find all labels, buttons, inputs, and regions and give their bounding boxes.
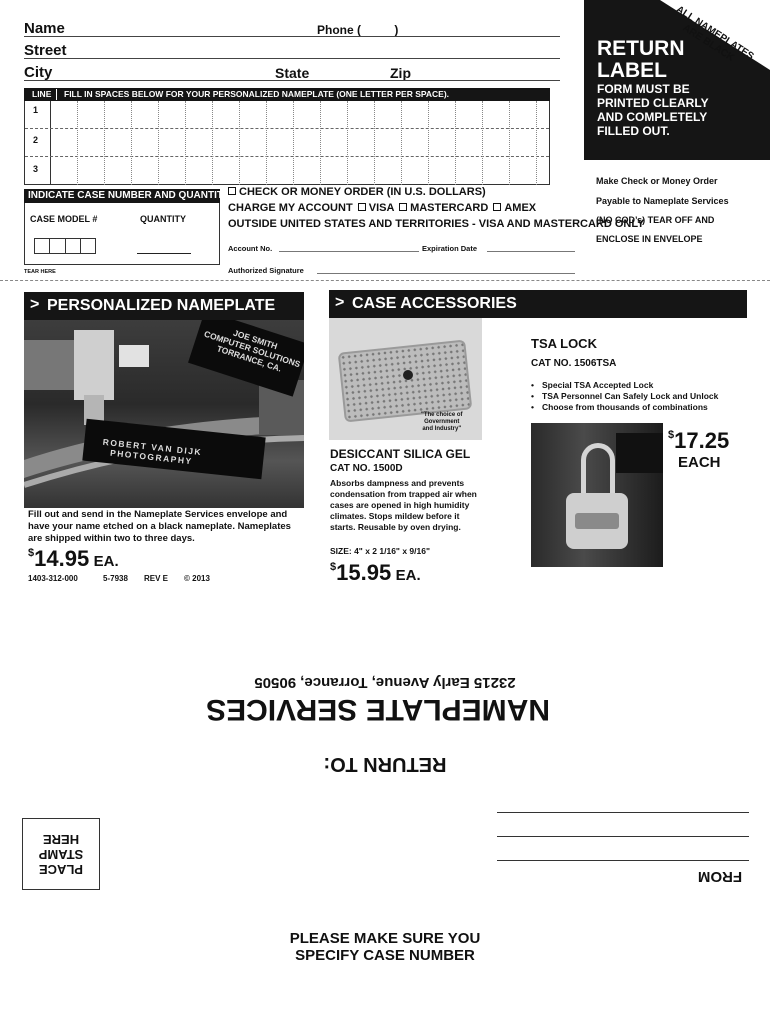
- envelope-from: FROM: [697, 868, 743, 885]
- check-option[interactable]: [226, 186, 486, 198]
- desiccant-title: DESICCANT SILICA GEL: [330, 447, 471, 461]
- desiccant-size: SIZE: 4" x 2 1/16" x 9/16": [330, 546, 430, 556]
- envelope-return-to: RETURN TO:: [323, 753, 447, 775]
- list-item: • TSA Personnel Can Safely Lock and Unlock: [531, 391, 718, 402]
- city-state-zip-field[interactable]: [24, 80, 560, 81]
- personalized-description: Fill out and send in the Nameplate Services envelope and have your name etched on a black nameplate. Nameplates are shipped within two to three days.: [28, 509, 291, 544]
- engraving-photo: [24, 320, 304, 508]
- outside-note: OUTSIDE UNITED STATES AND TERRITORIES - VISA AND MASTERCARD ONLY: [228, 218, 645, 230]
- mastercard-checkbox[interactable]: [399, 203, 407, 211]
- photo-plate-dijk: ROBERT VAN DIJK PHOTOGRAPHY: [102, 436, 203, 467]
- footer-num: 5-7938: [103, 574, 128, 583]
- street-field[interactable]: [24, 58, 560, 59]
- tsa-title: TSA LOCK: [531, 336, 597, 351]
- desiccant-price-value: 15.95: [336, 560, 392, 585]
- city-label: City: [24, 64, 53, 81]
- footer-rev: REV E: [144, 574, 169, 583]
- signature-label: Authorized Signature: [228, 266, 304, 275]
- account-label: Account No.: [228, 244, 273, 253]
- list-item: • Special TSA Accepted Lock: [531, 380, 718, 391]
- tear-here: TEAR HERE: [24, 269, 56, 275]
- line-number-2: 2: [33, 135, 39, 145]
- desiccant-price-unit: EA.: [395, 567, 421, 584]
- return-label-subtitle: FORM MUST BE PRINTED CLEARLY AND COMPLETELY FILLED OUT.: [597, 82, 709, 138]
- desiccant-quote: "The choice of Government and Industry": [421, 412, 463, 432]
- zip-label: Zip: [390, 65, 411, 81]
- name-field[interactable]: [24, 36, 560, 37]
- personalized-price-symbol: $: [28, 547, 35, 559]
- envelope-company: NAMEPLATE SERVICES: [206, 693, 550, 726]
- tsa-price-value: 17.25: [674, 428, 730, 453]
- tsa-bullets: [531, 380, 718, 413]
- desiccant-photo: [329, 318, 482, 440]
- line-number-1: 1: [33, 105, 39, 115]
- desiccant-description: Absorbs dampness and prevents condensation from trapped air when cases are opened in high humidity climates. Stops mildew before it starts. Reusable by oven drying.: [330, 478, 477, 532]
- from-line-3[interactable]: [497, 860, 749, 861]
- charge-row: [228, 202, 536, 214]
- mastercard-label: MASTERCARD: [410, 202, 489, 214]
- stamp-box: [22, 818, 100, 890]
- case-header: INDICATE CASE NUMBER AND QUANTITY: [24, 189, 220, 203]
- personalized-header: PERSONALIZED NAMEPLATE: [47, 297, 276, 314]
- return-label-title: RETURN LABEL: [597, 37, 685, 82]
- expiration-field[interactable]: [487, 251, 575, 252]
- personalized-price-unit: EA.: [93, 553, 119, 570]
- nameplate-lines-header: [24, 88, 550, 101]
- make-check-note: Make Check or Money Order: [596, 176, 718, 186]
- from-line-2[interactable]: [497, 836, 749, 837]
- signature-field[interactable]: [317, 273, 575, 274]
- personalized-price: [28, 546, 119, 572]
- footer-copyright: © 2013: [184, 574, 210, 583]
- corner-note: ALL NAMEPLATES ARE BLACK: [674, 4, 756, 64]
- photo-plate-smith: JOE SMITH COMPUTER SOLUTIONS TORRANCE, CA.: [202, 327, 302, 374]
- tear-line: [0, 280, 770, 281]
- personalized-price-value: 14.95: [34, 546, 90, 571]
- phone-label: Phone ( ): [317, 23, 399, 37]
- line-header: LINE: [32, 89, 52, 99]
- check-option-label: CHECK OR MONEY ORDER (IN U.S. DOLLARS): [239, 186, 486, 198]
- tsa-price-symbol: $: [668, 429, 675, 441]
- nameplate-grid[interactable]: [24, 101, 550, 185]
- from-line-1[interactable]: [497, 812, 749, 813]
- case-model-label: CASE MODEL #: [30, 214, 98, 224]
- enclose-note: ENCLOSE IN ENVELOPE: [596, 234, 703, 244]
- account-field[interactable]: [279, 251, 419, 252]
- expiration-label: Expiration Date: [422, 244, 478, 253]
- desiccant-cat: CAT NO. 1500D: [330, 463, 403, 474]
- stamp-text: PLACE STAMP HERE: [38, 832, 84, 877]
- desiccant-price-symbol: $: [330, 561, 337, 573]
- list-item: • Choose from thousands of combinations: [531, 402, 718, 413]
- state-label: State: [275, 65, 310, 81]
- street-label: Street: [24, 42, 67, 59]
- line-number-3: 3: [33, 164, 39, 174]
- tsa-cat: CAT NO. 1506TSA: [531, 358, 617, 369]
- personalized-header-bar: > PERSONALIZED NAMEPLATE: [24, 292, 304, 320]
- quantity-label: QUANTITY: [140, 214, 186, 224]
- no-cod-note: (NO COD’s) TEAR OFF AND: [596, 215, 715, 225]
- charge-label: CHARGE MY ACCOUNT: [228, 202, 353, 214]
- envelope-address-line: 23215 Early Avenue, Torrance, 90505: [254, 674, 516, 691]
- case-model-input[interactable]: [34, 238, 96, 254]
- tsa-lock-photo: [531, 423, 663, 567]
- name-label: Name: [24, 20, 65, 37]
- accessories-header: CASE ACCESSORIES: [352, 295, 517, 312]
- amex-label: AMEX: [504, 202, 537, 214]
- payable-note: Payable to Nameplate Services: [596, 196, 729, 206]
- case-number-note: PLEASE MAKE SURE YOU SPECIFY CASE NUMBER: [289, 930, 481, 964]
- desiccant-price: [330, 560, 421, 586]
- tsa-price: [668, 428, 729, 454]
- footer-code: 1403-312-000: [28, 574, 78, 583]
- quantity-input[interactable]: [137, 253, 191, 254]
- visa-checkbox[interactable]: [358, 203, 366, 211]
- accessories-header-bar: > CASE ACCESSORIES: [329, 290, 747, 318]
- visa-label: VISA: [368, 202, 394, 214]
- line-instruction: FILL IN SPACES BELOW FOR YOUR PERSONALIZED NAMEPLATE (ONE LETTER PER SPACE).: [64, 89, 450, 99]
- tsa-price-unit: EACH: [678, 454, 721, 471]
- amex-checkbox[interactable]: [493, 203, 501, 211]
